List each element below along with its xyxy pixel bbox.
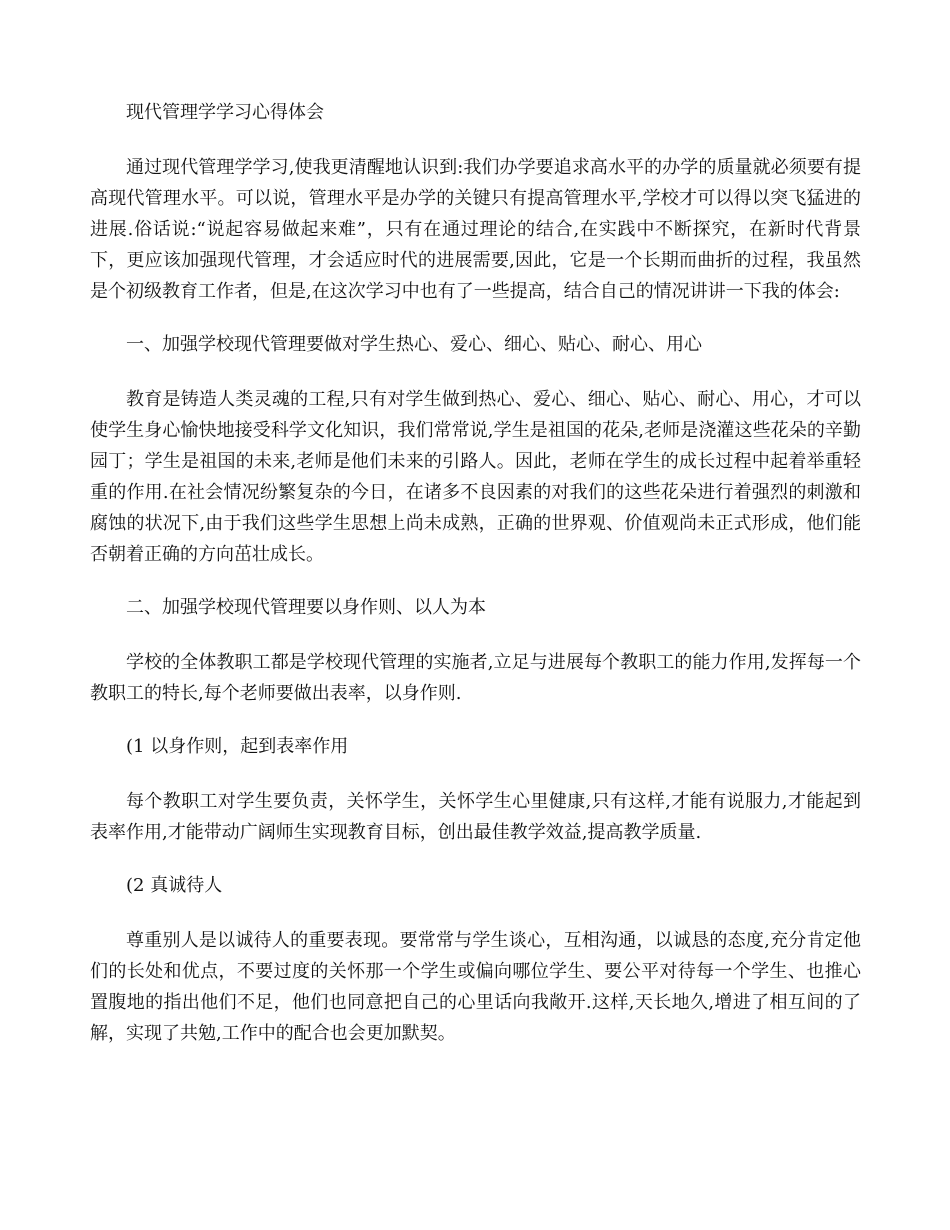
section-heading-1: 一、加强学校现代管理要做对学生热心、爱心、细心、贴心、耐心、用心 xyxy=(126,334,702,355)
section-2-paragraph: 学校的全体教职工都是学校现代管理的实施者,立足与进展每个教职工的能力作用,发挥每一个教职工的特长,每个老师要做出表率，以身作则. xyxy=(90,652,861,704)
subsection-heading-2: (2 真诚待人 xyxy=(126,875,223,896)
intro-paragraph: 通过现代管理学学习,使我更清醒地认识到:我们办学要追求高水平的办学的质量就必须要有提高现代管理水平。可以说，管理水平是办学的关键只有提高管理水平,学校才可以得以突飞猛进的进展.俗话说:“说起容易做起来难”，只有在通过理论的结合,在实践中不断探究，在新时代背景下，更应该加强现代管理，才会适应时代的进展需要,因此，它是一个长期而曲折的过程，我虽然是个初级教育工作者，但是,在这次学习中也有了一些提高，结合自己的情况讲讲一下我的体会: xyxy=(90,157,861,302)
section-1-paragraph: 教育是铸造人类灵魂的工程,只有对学生做到热心、爱心、细心、贴心、耐心、用心，才可以使学生身心愉快地接受科学文化知识，我们常常说,学生是祖国的花朵,老师是浇灌这些花朵的辛勤园丁；学生是祖国的未来,老师是他们未来的引路人。因此，老师在学生的成长过程中起着举重轻重的作用.在社会情况纷繁复杂的今日，在诸多不良因素的对我们的这些花朵进行着强烈的刺激和腐蚀的状况下,由于我们这些学生思想上尚未成熟，正确的世界观、价值观尚未正式形成，他们能否朝着正确的方向茁壮成长。 xyxy=(90,389,861,565)
document-body xyxy=(90,97,861,1071)
subsection-1-paragraph: 每个教职工对学生要负责，关怀学生，关怀学生心里健康,只有这样,才能有说服力,才能起到表率作用,才能带动广阔师生实现教育目标，创出最佳教学效益,提高教学质量. xyxy=(90,791,861,843)
section-heading-2: 二、加强学校现代管理要以身作则、以人为本 xyxy=(126,597,486,618)
subsection-2-paragraph: 尊重别人是以诚待人的重要表现。要常常与学生谈心，互相沟通，以诚恳的态度,充分肯定他们的长处和优点，不要过度的关怀那一个学生或偏向哪位学生、要公平对待每一个学生、也推心置腹地的指出他们不足，他们也同意把自己的心里话向我敞开.这样,天长地久,增进了相互间的了解，实现了共勉,工作中的配合也会更加默契。 xyxy=(90,930,861,1044)
subsection-heading-1: (1 以身作则，起到表率作用 xyxy=(126,736,349,757)
document-title: 现代管理学学习心得体会 xyxy=(126,102,324,123)
